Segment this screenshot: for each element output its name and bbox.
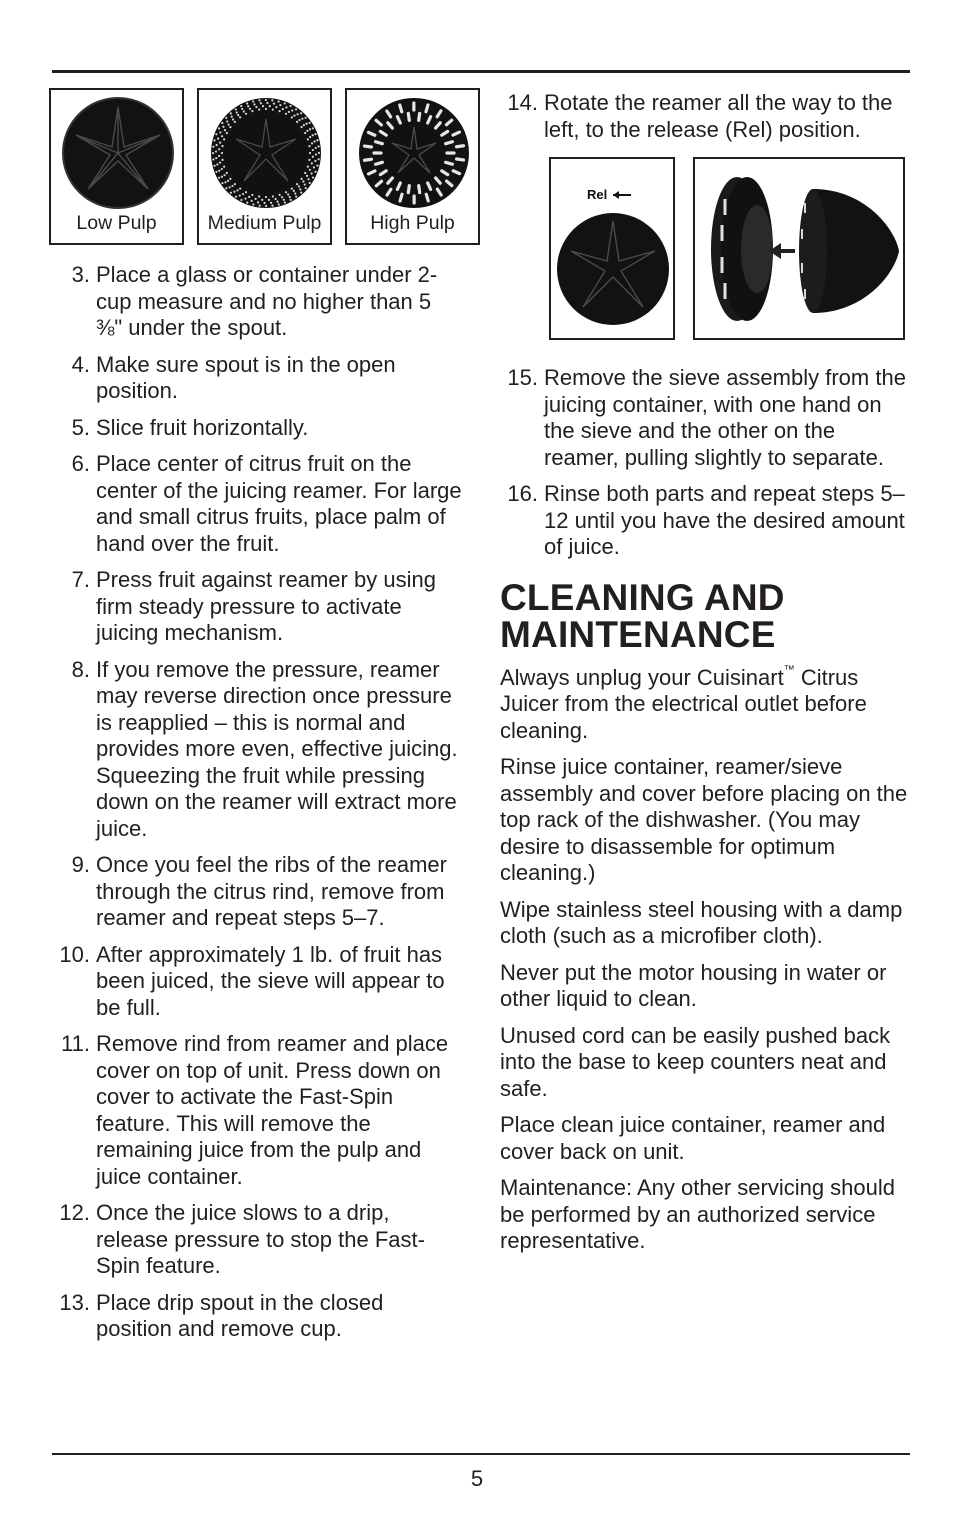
cleaning-paragraph: Never put the motor housing in water or other liquid to clean.	[500, 959, 887, 1011]
release-figures	[500, 157, 910, 343]
heading-line-1: CLEANING AND	[500, 576, 785, 618]
list-item	[52, 352, 462, 405]
trademark-symbol: ™	[783, 663, 795, 676]
step-text: After approximately 1 lb. of fruit has been juiced, the sieve will appear to be full.	[96, 941, 445, 1020]
step-text: Remove the sieve assembly from the juicing container, with one hand on the sieve and the other on the reamer, pulling slightly to separate.	[544, 365, 906, 470]
step-number: 3.	[71, 262, 90, 287]
intro-part-b: Citrus Juicer from the electrical outlet before cleaning.	[500, 664, 867, 743]
step-number: 15.	[507, 365, 538, 390]
cleaning-paragraphs	[500, 754, 910, 1255]
bottom-rule	[52, 1453, 910, 1455]
list-item	[500, 481, 910, 561]
cleaning-paragraph: Maintenance: Any other servicing should be performed by an authorized service representative.	[500, 1175, 896, 1253]
step-text: Once you feel the ribs of the reamer through the citrus rind, remove from reamer and repeat steps 5–7.	[96, 852, 447, 930]
list-item	[52, 262, 462, 342]
step-text: Slice fruit horizontally.	[96, 414, 309, 440]
list-item	[52, 567, 462, 647]
list-item	[52, 415, 462, 442]
medium-pulp-sieve-icon	[210, 97, 322, 209]
list-item	[52, 1031, 462, 1190]
list-item	[500, 90, 910, 143]
low-pulp-figure	[49, 88, 184, 245]
step-text: Rinse both parts and repeat steps 5–12 until you have the desired amount of juice.	[544, 481, 905, 559]
medium-pulp-figure	[197, 88, 332, 245]
sieve-separation-figure	[693, 157, 905, 340]
step-text: Remove rind from reamer and place cover on top of unit. Press down on cover to activate the Fast-Spin feature. This will remove the remaining juice from the pulp and juice container.	[96, 1031, 449, 1189]
steps-list-right	[500, 365, 910, 561]
list-item	[52, 657, 462, 843]
top-rule	[52, 70, 910, 73]
intro-part-a: Always unplug your Cuisinart	[500, 664, 784, 690]
list-item	[52, 852, 462, 932]
step-number: 14.	[507, 90, 538, 115]
step-text: Place drip spout in the closed position and remove cup.	[96, 1289, 384, 1341]
step-text: Press fruit against reamer by using firm steady pressure to activate juicing mechanism.	[96, 567, 436, 645]
step-number: 11.	[61, 1031, 90, 1056]
cleaning-paragraph: Wipe stainless steel housing with a damp cloth (such as a microfiber cloth).	[500, 896, 903, 948]
medium-pulp-label: Medium Pulp	[207, 212, 322, 234]
cleaning-intro	[500, 665, 910, 745]
list-item	[52, 1290, 462, 1343]
cleaning-paragraph: Rinse juice container, reamer/sieve assembly and cover before placing on the top rack of the dishwasher. (You may desire to disassemble for optimum cleaning.)	[500, 754, 908, 885]
list-item	[52, 451, 462, 557]
release-position-figure	[549, 157, 675, 340]
reamer-release-icon	[551, 159, 673, 338]
right-column	[500, 90, 910, 1265]
step-text: If you remove the pressure, reamer may reverse direction once pressure is reapplied – this is normal and provides more even, effective juicing. Squeezing the fruit while pressing down on the reamer will extract more juice.	[96, 656, 458, 841]
step-number: 13.	[59, 1289, 90, 1315]
heading-line-2: MAINTENANCE	[500, 613, 776, 655]
step-number: 16.	[507, 481, 538, 506]
step-text: Once the juice slows to a drip, release pressure to stop the Fast-Spin feature.	[96, 1200, 425, 1278]
cleaning-paragraph: Place clean juice container, reamer and cover back on unit.	[500, 1112, 886, 1164]
cleaning-heading	[500, 576, 910, 655]
list-item	[500, 365, 910, 471]
low-pulp-sieve-icon	[62, 97, 174, 209]
step-text: Make sure spout is in the open position.	[96, 351, 396, 403]
step-number: 12.	[59, 1200, 90, 1225]
step-text: Place a glass or container under 2-cup measure and no higher than 5 ⅜" under the spout.	[96, 262, 438, 340]
list-item	[52, 1200, 462, 1280]
list-item	[52, 942, 462, 1022]
step-number: 6.	[71, 451, 90, 476]
page-number: 5	[470, 1466, 484, 1491]
steps-list-left	[52, 262, 462, 1343]
step-number: 8.	[71, 656, 90, 682]
step-14-list	[500, 90, 910, 143]
sieve-and-reamer-icon	[695, 159, 903, 338]
cleaning-paragraph: Unused cord can be easily pushed back into the base to keep counters neat and safe.	[500, 1022, 891, 1101]
left-column	[52, 88, 462, 1353]
release-label: Rel	[587, 187, 608, 202]
step-number: 4.	[71, 351, 90, 377]
pulp-options	[52, 88, 462, 250]
high-pulp-figure	[345, 88, 480, 245]
step-number: 9.	[71, 852, 90, 877]
step-number: 7.	[71, 567, 90, 592]
low-pulp-label: Low Pulp	[76, 212, 157, 234]
high-pulp-sieve-icon	[358, 97, 470, 209]
high-pulp-label: High Pulp	[370, 212, 455, 234]
step-number: 10.	[59, 941, 90, 967]
step-text: Place center of citrus fruit on the center of the juicing reamer. For large and small citrus fruits, place palm of hand over the fruit.	[96, 451, 462, 556]
step-number: 5.	[71, 414, 90, 440]
step-text: Rotate the reamer all the way to the left, to the release (Rel) position.	[544, 90, 893, 142]
